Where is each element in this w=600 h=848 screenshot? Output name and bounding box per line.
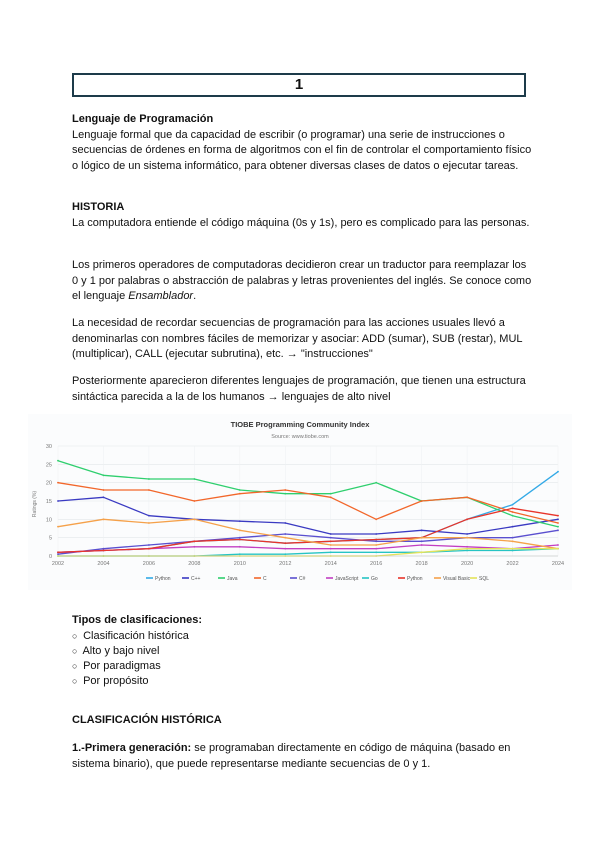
data-point (284, 553, 286, 555)
section-title: Lenguaje de Programación (72, 113, 214, 125)
data-point (421, 529, 423, 531)
data-point (103, 548, 105, 550)
data-point (148, 548, 150, 550)
data-point (375, 482, 377, 484)
data-point (557, 526, 559, 528)
data-point (284, 522, 286, 524)
historia-paragraph-4: Posteriormente aparecieron diferentes lenguajes de programación, que tienen una estructura sintáctica parecida a la de los humanos → lenguajes de alto nivel (72, 375, 526, 403)
data-point (57, 482, 59, 484)
data-point (512, 526, 514, 528)
data-point (239, 546, 241, 548)
page-number: 1 (294, 76, 304, 93)
data-point (193, 546, 195, 548)
data-point (375, 551, 377, 553)
data-point (466, 537, 468, 539)
data-point (239, 537, 241, 539)
page-number-box (72, 73, 526, 97)
x-tick-label: 2010 (233, 561, 246, 567)
data-point (466, 550, 468, 552)
data-point (193, 478, 195, 480)
legend-label: Visual Basic (443, 576, 471, 582)
y-tick-label: 15 (45, 499, 52, 505)
x-tick-label: 2012 (279, 561, 292, 567)
bullet-icon: ○ (72, 675, 78, 686)
chart-lines (57, 460, 559, 557)
data-point (557, 515, 559, 517)
data-point (375, 518, 377, 520)
data-point (421, 544, 423, 546)
data-point (239, 520, 241, 522)
data-point (512, 504, 514, 506)
data-point (148, 522, 150, 524)
gen1-label: 1.-Primera generación: (72, 742, 192, 754)
data-point (239, 489, 241, 491)
definition-section (72, 112, 532, 174)
series-line-python (58, 472, 558, 553)
data-point (57, 553, 59, 555)
data-point (557, 518, 559, 520)
definition-paragraph: Lenguaje formal que da capacidad de escribir (o programar) una serie de instrucciones o secuencias de órdenes en forma de algoritmos con el fin de controlar el comportamiento físico o lógico de un sistema informático, para obtener diversas clases de datos o ejecutar tareas. (72, 128, 532, 172)
data-point (557, 522, 559, 524)
data-point (512, 537, 514, 539)
data-point (239, 539, 241, 541)
legend-label: Python (407, 576, 423, 582)
data-point (421, 537, 423, 539)
tiobe-chart (28, 414, 572, 590)
historia-paragraph-2 (72, 258, 532, 305)
series-line-c (58, 483, 558, 523)
bullet-icon: ○ (72, 630, 78, 641)
data-point (421, 551, 423, 553)
data-point (148, 544, 150, 546)
data-point (284, 493, 286, 495)
data-point (512, 515, 514, 517)
p2-text: Los primeros operadores de computadoras decidieron crear un traductor para reemplazar los 0 y 1 por palabras o abstracción de palabras y letras provenientes del inglés. Se conoce como el lenguaje (72, 259, 532, 302)
list-item-label: Por propósito (83, 674, 149, 687)
data-point (193, 500, 195, 502)
x-tick-label: 2024 (551, 561, 565, 567)
data-point (512, 540, 514, 542)
data-point (57, 526, 59, 528)
data-point (557, 529, 559, 531)
data-point (421, 500, 423, 502)
data-point (512, 511, 514, 513)
tipos-title: Tipos de clasificaciones: (72, 614, 203, 626)
data-point (103, 489, 105, 491)
data-point (330, 540, 332, 542)
data-point (193, 540, 195, 542)
data-point (330, 548, 332, 550)
y-tick-label: 25 (45, 462, 52, 469)
bullet-icon: ○ (72, 645, 78, 656)
data-point (284, 533, 286, 535)
x-tick-label: 2016 (370, 561, 383, 567)
legend-label: C# (299, 576, 306, 582)
data-point (512, 548, 514, 550)
data-point (557, 471, 559, 473)
tipos-list (72, 629, 532, 689)
data-point (375, 548, 377, 550)
chart-subtitle: Source: www.tiobe.com (271, 434, 329, 440)
ensamblador-term: Ensamblador (128, 290, 194, 302)
y-tick-label: 5 (48, 535, 52, 542)
data-point (148, 515, 150, 517)
x-tick-label: 2002 (51, 561, 65, 567)
y-tick-label: 30 (45, 444, 52, 450)
data-point (103, 518, 105, 520)
data-point (466, 496, 468, 498)
data-point (284, 537, 286, 539)
data-point (239, 553, 241, 555)
data-point (103, 550, 105, 552)
data-point (375, 540, 377, 542)
p2-end: . (193, 290, 197, 302)
data-point (375, 539, 377, 541)
data-point (421, 540, 423, 542)
data-point (512, 550, 514, 552)
chart-legend (146, 576, 489, 582)
data-point (148, 489, 150, 491)
x-tick-label: 2022 (506, 561, 519, 567)
y-tick-label: 20 (45, 480, 52, 487)
data-point (330, 533, 332, 535)
data-point (466, 518, 468, 520)
tipos-section (72, 613, 532, 689)
historia-paragraph-1: La computadora entiende el código máquina (0s y 1s), pero es complicado para las personas. (72, 216, 530, 229)
chart-ylabel: Ratings (%) (32, 490, 38, 518)
x-tick-label: 2006 (142, 561, 156, 567)
data-point (284, 542, 286, 544)
data-point (375, 544, 377, 546)
data-point (330, 493, 332, 495)
list-item-label: Por paradigmas (83, 659, 161, 672)
data-point (239, 529, 241, 531)
data-point (466, 546, 468, 548)
data-point (330, 537, 332, 539)
y-tick-label: 0 (48, 554, 52, 560)
data-point (193, 518, 195, 520)
data-point (557, 548, 559, 550)
data-point (57, 500, 59, 502)
series-line-visual-basic (58, 519, 558, 548)
data-point (57, 460, 59, 462)
legend-label: JavaScript (335, 576, 359, 582)
legend-label: Java (227, 576, 238, 582)
data-point (284, 489, 286, 491)
historia-title: HISTORIA (72, 201, 125, 213)
y-tick-label: 10 (45, 517, 52, 524)
x-tick-label: 2018 (415, 561, 428, 567)
list-item (72, 674, 532, 689)
bullet-icon: ○ (72, 660, 78, 671)
data-point (375, 533, 377, 535)
data-point (466, 548, 468, 550)
historia-paragraph-3: La necesidad de recordar secuencias de programación para las acciones usuales llevó a denominarlas con nombres fáciles de memorizar y asociar: ADD (sumar), SUB (restar), MUL (multiplicar), CALL (ejecutar subrutina), etc. → "instrucciones" (72, 317, 523, 360)
data-point (330, 551, 332, 553)
list-item-label: Alto y bajo nivel (82, 644, 160, 657)
tiobe-chart-svg (28, 414, 572, 590)
data-point (57, 551, 59, 553)
data-point (330, 496, 332, 498)
data-point (512, 507, 514, 509)
primera-generacion-paragraph (72, 741, 532, 772)
x-tick-label: 2014 (324, 561, 337, 567)
legend-label: Go (371, 576, 378, 582)
data-point (103, 496, 105, 498)
list-item (72, 644, 532, 659)
list-item-label: Clasificación histórica (83, 629, 189, 642)
x-tick-label: 2008 (188, 561, 201, 567)
data-point (284, 548, 286, 550)
chart-title: TIOBE Programming Community Index (230, 420, 370, 429)
data-point (148, 478, 150, 480)
legend-label: C++ (191, 576, 201, 582)
clasificacion-title: CLASIFICACIÓN HISTÓRICA (72, 714, 222, 726)
historia-title-block (72, 200, 532, 231)
x-tick-label: 2004 (97, 561, 110, 567)
legend-label: Python (155, 576, 171, 582)
data-point (557, 544, 559, 546)
legend-label: C (263, 576, 267, 582)
gen1-text: se programaban directamente en código de máquina (basado en sistema binario), que puede representarse mediante secuencias de 0 y 1. (72, 742, 511, 770)
data-point (239, 493, 241, 495)
x-tick-label: 2020 (460, 561, 474, 567)
list-item (72, 659, 532, 674)
data-point (466, 533, 468, 535)
list-item (72, 629, 532, 644)
data-point (103, 474, 105, 476)
data-point (330, 544, 332, 546)
legend-label: SQL (479, 576, 490, 582)
